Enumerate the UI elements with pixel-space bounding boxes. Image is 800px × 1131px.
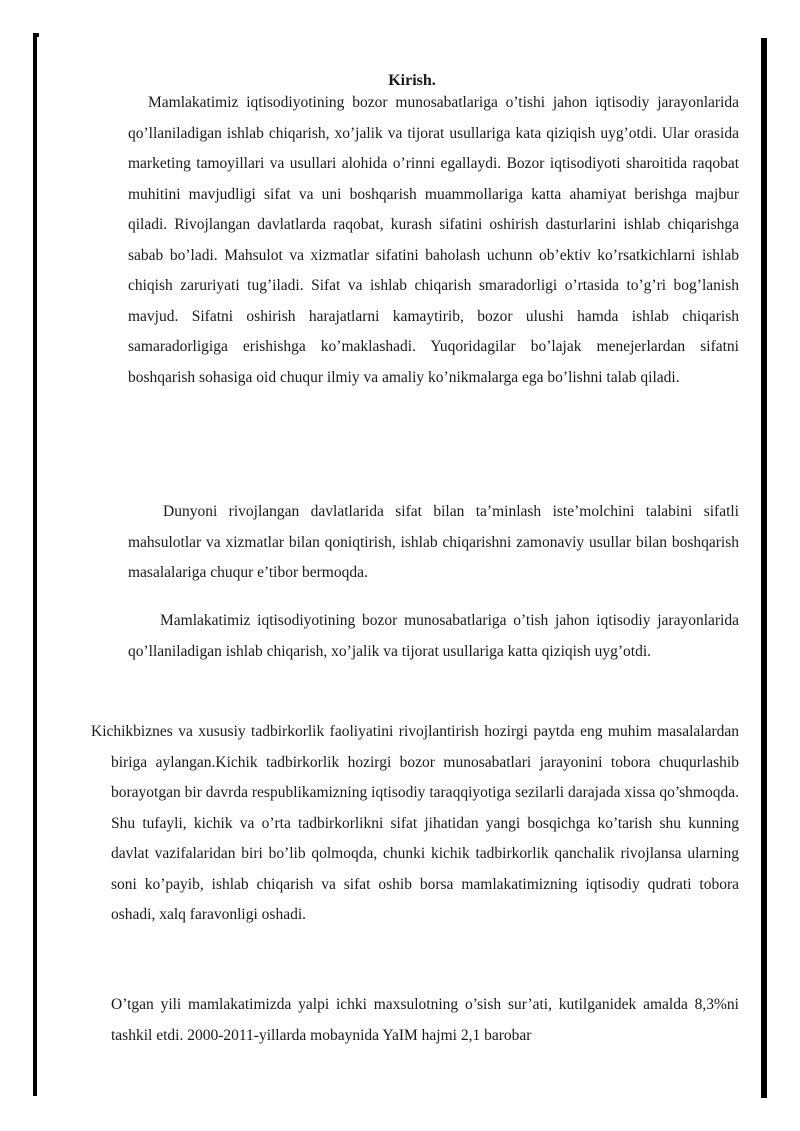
- page-heading: Kirish.: [388, 72, 436, 89]
- paragraph-1: Mamlakatimiz iqtisodiyotining bozor munosabatlariga o’tishi jahon iqtisodiy jarayonlarida qo’llaniladigan ishlab chiqarish, xo’jalik va tijorat usullariga kata qiziqish uyg’otdi. Ular orasida marketing tamoyillari va usullari alohida o’rinni egallaydi. Bozor iqtisodiyoti sharoitida raqobat muhitini mavjudligi sifat va uni boshqarish muammollariga katta ahamiyat berishga majbur qiladi. Rivojlangan davlatlarda raqobat, kurash sifatini oshirish dasturlarini ishlab chiqarishga sabab bo’ladi. Mahsulot va xizmatlar sifatini baholash uchunn ob’ektiv ko’rsatkichlarni ishlab chiqish zaruriyati tug’iladi. Sifat va ishlab chiqarish smaradorligi o’rtasida to’g’ri bog’lanish mavjud. Sifatni oshirish harajatlarni kamaytirib, bozor ulushi hamda ishlab chiqarish samaradorligiga erishishga ko’maklashadi. Yuqoridagilar bo’lajak menejerlardan sifatni boshqarish sohasiga oid chuqur ilmiy va amaliy ko’nikmalarga ega bo’lishni talab qiladi.: [128, 94, 739, 386]
- left-border-line: [33, 36, 37, 1096]
- paragraph-5: O’tgan yili mamlakatimizda yalpi ichki maxsulotning o’sish sur’ati, kutilganidek amalda 8,3%ni tashkil etdi. 2000-2011-yillarda mobaynida YaIM hajmi 2,1 barobar: [111, 996, 739, 1044]
- paragraph-3: Mamlakatimiz iqtisodiyotining bozor munosabatlariga o’tish jahon iqtisodiy jarayonlarida qo’llaniladigan ishlab chiqarish, xo’jalik va tijorat usullariga katta qiziqish uyg’otdi.: [128, 612, 739, 660]
- paragraph-2: Dunyoni rivojlangan davlatlarida sifat bilan ta’minlash iste’molchini talabini sifatli mahsulotlar va xizmatlar bilan qoniqtirish, ishlab chiqarishni zamonaviy usullar bilan boshqarish masalalariga chuqur e’tibor bermoqda.: [128, 503, 739, 581]
- paragraph-4: Kichikbiznes va xususiy tadbirkorlik faoliyatini rivojlantirish hozirgi paytda eng muhim masalalardan biriga aylangan.Kichik tadbirkorlik hozirgi bozor munosabatlari jarayonini tobora chuqurlashib borayotgan bir davrda respublikamizning iqtisodiy taraqqiyotiga sezilarli darajada xissa qo’shmoqda. Shu tufayli, kichik va o’rta tadbirkorlikni sifat jihatidan yangi bosqichga ko’tarish shu kunning davlat vazifalaridan biri bo’lib qolmoqda, chunki kichik tadbirkorlik qanchalik rivojlansa ularning soni ko’payib, ishlab chiqarish va sifat oshib borsa mamlakatimizning iqtisodiy qudrati tobora oshadi, xalq faravonligi oshadi.: [91, 723, 739, 923]
- right-border-line: [761, 38, 767, 1098]
